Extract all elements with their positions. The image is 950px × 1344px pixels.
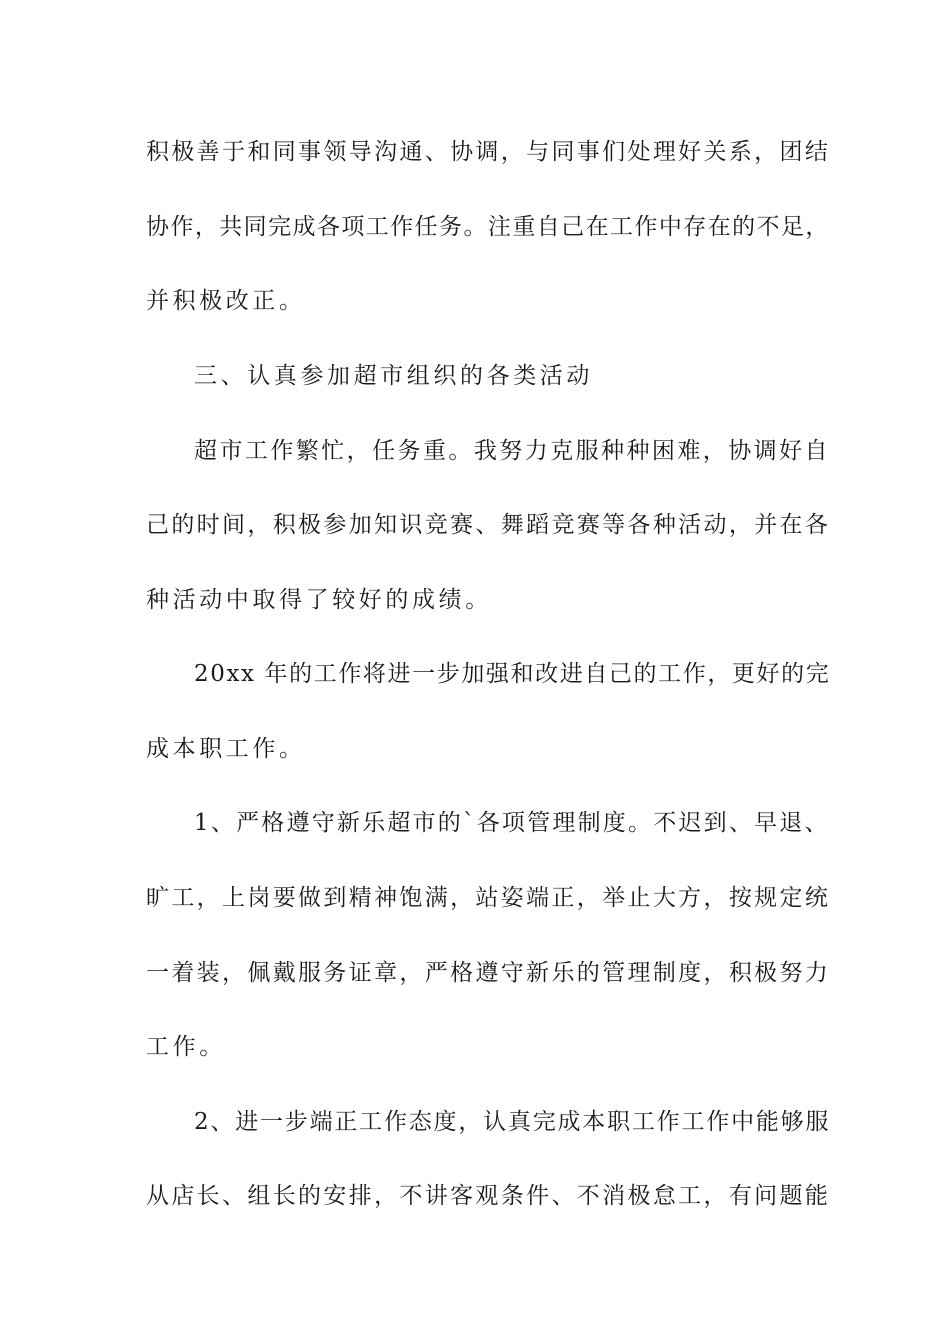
text-line: 20xx 年的工作将进一步加强和改进自己的工作，更好的完: [194, 661, 831, 687]
text-line: 2、进一步端正工作态度，认真完成本职工作工作中能够服: [194, 1109, 831, 1135]
text-line: 从店长、组长的安排，不讲客观条件、不消极怠工，有问题能: [146, 1183, 831, 1209]
text-line: 一着装，佩戴服务证章，严格遵守新乐的管理制度，积极努力: [146, 960, 831, 986]
text-line: 旷工，上岗要做到精神饱满，站姿端正，举止大方，按规定统: [146, 885, 831, 911]
section-heading: 三、认真参加超市组织的各类活动: [194, 363, 593, 389]
text-line: 协作，共同完成各项工作任务。注重自己在工作中存在的不足，: [146, 214, 830, 240]
text-line: 积极善于和同事领导沟通、协调，与同事们处理好关系，团结: [146, 139, 831, 165]
text-line: 种活动中取得了较好的成绩。: [146, 587, 492, 613]
text-line: 工作。: [146, 1034, 226, 1060]
text-line: 己的时间，积极参加知识竞赛、舞蹈竞赛等各种活动，并在各: [146, 512, 831, 538]
text-line: 成本职工作。: [146, 736, 306, 762]
text-line: 超市工作繁忙，任务重。我努力克服种种困难，协调好自: [194, 438, 830, 464]
text-line: 1、严格遵守新乐超市的`各项管理制度。不迟到、早退、: [194, 810, 830, 836]
text-line: 并积极改正。: [146, 288, 306, 314]
